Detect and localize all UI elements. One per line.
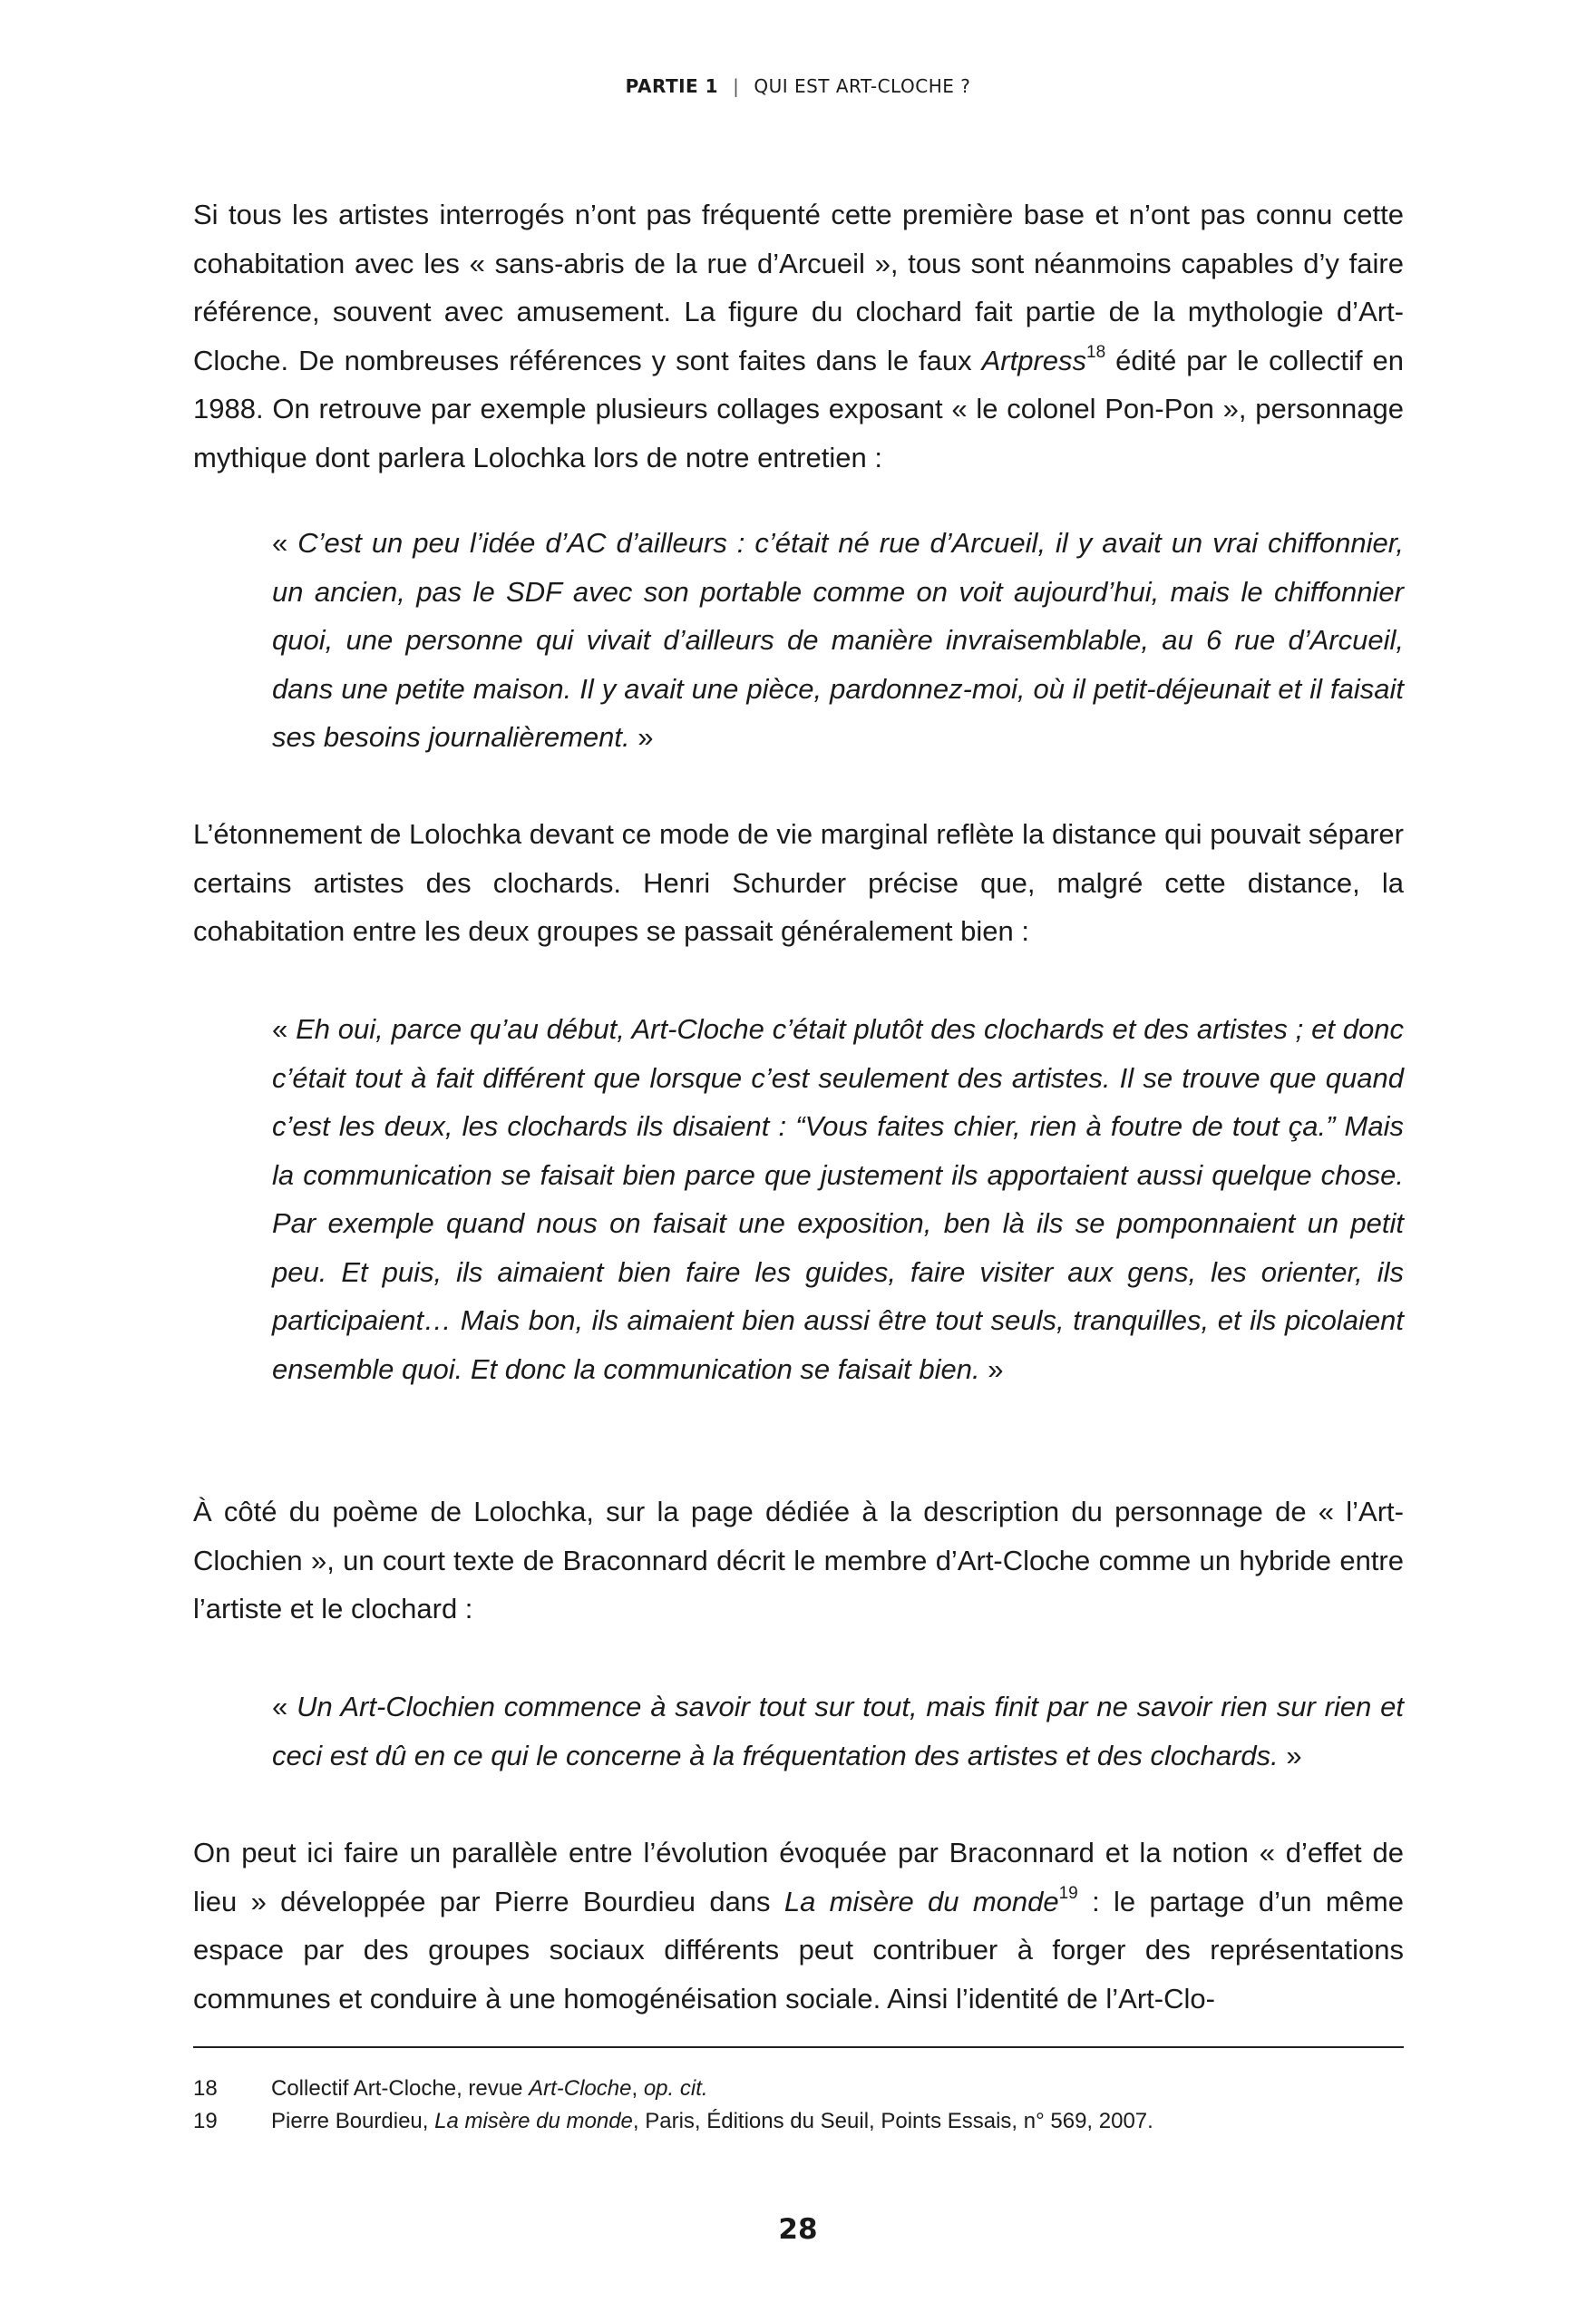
quote-close-mark: » xyxy=(979,1352,1004,1385)
running-header xyxy=(0,75,1596,97)
quote-1 xyxy=(193,519,1404,762)
header-separator: | xyxy=(733,75,740,97)
footnotes xyxy=(193,2073,1404,2138)
footnote-ref-18[interactable]: 18 xyxy=(1086,342,1106,362)
quote-open-mark: « xyxy=(272,1013,297,1045)
footnote-ref-19[interactable]: 19 xyxy=(1058,1883,1078,1903)
paragraph-2 xyxy=(193,810,1404,956)
part-label: PARTIE 1 xyxy=(625,75,719,97)
paragraph-1-text-cont: édité par le collectif en 1988. On retrouve par exemple plusieurs collages exposant « le colonel Pon-Pon », personnage mythique dont parlera Lolochka lors de notre entretien : xyxy=(193,344,1404,473)
footnote-divider xyxy=(193,2046,1404,2048)
footnote-text: Pierre Bourdieu, La misère du monde, Paris, Éditions du Seuil, Points Essais, n° 569, 2007. xyxy=(271,2109,1153,2133)
quote-2 xyxy=(193,1005,1404,1393)
page-number: 28 xyxy=(778,2213,818,2246)
bourdieu-book-title: La misère du monde xyxy=(783,1885,1059,1917)
artpress-title: Artpress xyxy=(981,344,1087,376)
quote-3-text: Un Art-Clochien commence à savoir tout sur tout, mais finit par ne savoir rien sur rien et ceci est dû en ce qui le concerne à la fréquentation des artistes et des clochards. xyxy=(272,1691,1404,1771)
footnote-number: 18 xyxy=(193,2076,218,2101)
paragraph-4-text-cont: : le partage d’un même espace par des groupes sociaux différents peut contribuer à forger des représentations communes et conduire à une homogénéisation sociale. Ainsi l’identité de l’Art-Clo- xyxy=(193,1885,1404,2015)
footnote-number: 19 xyxy=(193,2109,218,2133)
paragraph-1 xyxy=(193,190,1404,482)
paragraph-3-text: À côté du poème de Lolochka, sur la page dédiée à la description du personnage de « l’Art-Clochien », un court texte de Braconnard décrit le membre d’Art-Cloche comme un hybride entre l’artiste et le clochard : xyxy=(193,1496,1404,1624)
quote-3 xyxy=(193,1683,1404,1780)
paragraph-1-text: Si tous les artistes interrogés n’ont pas fréquenté cette première base et n’ont pas connu cette cohabitation avec les « sans-abris de la rue d’Arcueil », tous sont néanmoins capables d’y faire référence, souvent avec amusement. La figure du clochard fait partie de la mythologie d’Art-Cloche. De nombreuses références y sont faites dans le faux xyxy=(193,199,1404,376)
paragraph-2-text: L’étonnement de Lolochka devant ce mode de vie marginal reflète la distance qui pouvait séparer certains artistes des clochards. Henri Schurder précise que, malgré cette distance, la cohabitation entre les deux groupes se passait généralement bien : xyxy=(193,818,1404,947)
footnote-text: Collectif Art-Cloche, revue Art-Cloche, op. cit. xyxy=(271,2076,708,2101)
quote-open-mark: « xyxy=(272,527,298,559)
quote-2-text: Eh oui, parce qu’au début, Art-Cloche c’était plutôt des clochards et des artistes ; et donc c’était tout à fait différent que lorsque c’est seulement des artistes. Il se trouve que quand c’est les deux, les clochards ils disaient : “Vous faites chier, rien à foutre de tout ça.” Mais la communication se faisait bien parce que justement ils apportaient aussi quelque chose. Par exemple quand nous on faisait une exposition, ben là ils se pomponnaient un petit peu. Et puis, ils aimaient bien faire les guides, faire visiter aux gens, les orienter, ils participaient… Mais bon, ils aimaient bien aussi être tout seuls, tranquilles, et ils picolaient ensemble quoi. Et donc la communication se faisait bien. xyxy=(272,1013,1404,1385)
footnote-18 xyxy=(193,2073,1404,2105)
quote-open-mark: « xyxy=(272,1691,297,1722)
quote-close-mark: » xyxy=(1278,1739,1302,1771)
footnote-19 xyxy=(193,2105,1404,2138)
paragraph-3 xyxy=(193,1488,1404,1634)
quote-1-text: C’est un peu l’idée d’AC d’ailleurs : c’était né rue d’Arcueil, il y avait un vrai chiffonnier, un ancien, pas le SDF avec son portable comme on voit aujourd’hui, mais le chiffonnier quoi, une personne qui vivait d’ailleurs de manière invraisemblable, au 6 rue d’Arcueil, dans une petite maison. Il y avait une pièce, pardonnez-moi, où il petit-déjeunait et il faisait ses besoins journalièrement. xyxy=(272,527,1404,753)
quote-close-mark: » xyxy=(629,721,654,753)
paragraph-4 xyxy=(193,1829,1404,2023)
chapter-title: QUI EST ART-CLOCHE ? xyxy=(754,75,971,97)
paragraph-4-text: On peut ici faire un parallèle entre l’évolution évoquée par Braconnard et la notion « d’effet de lieu » développée par Pierre Bourdieu dans xyxy=(193,1837,1404,1917)
